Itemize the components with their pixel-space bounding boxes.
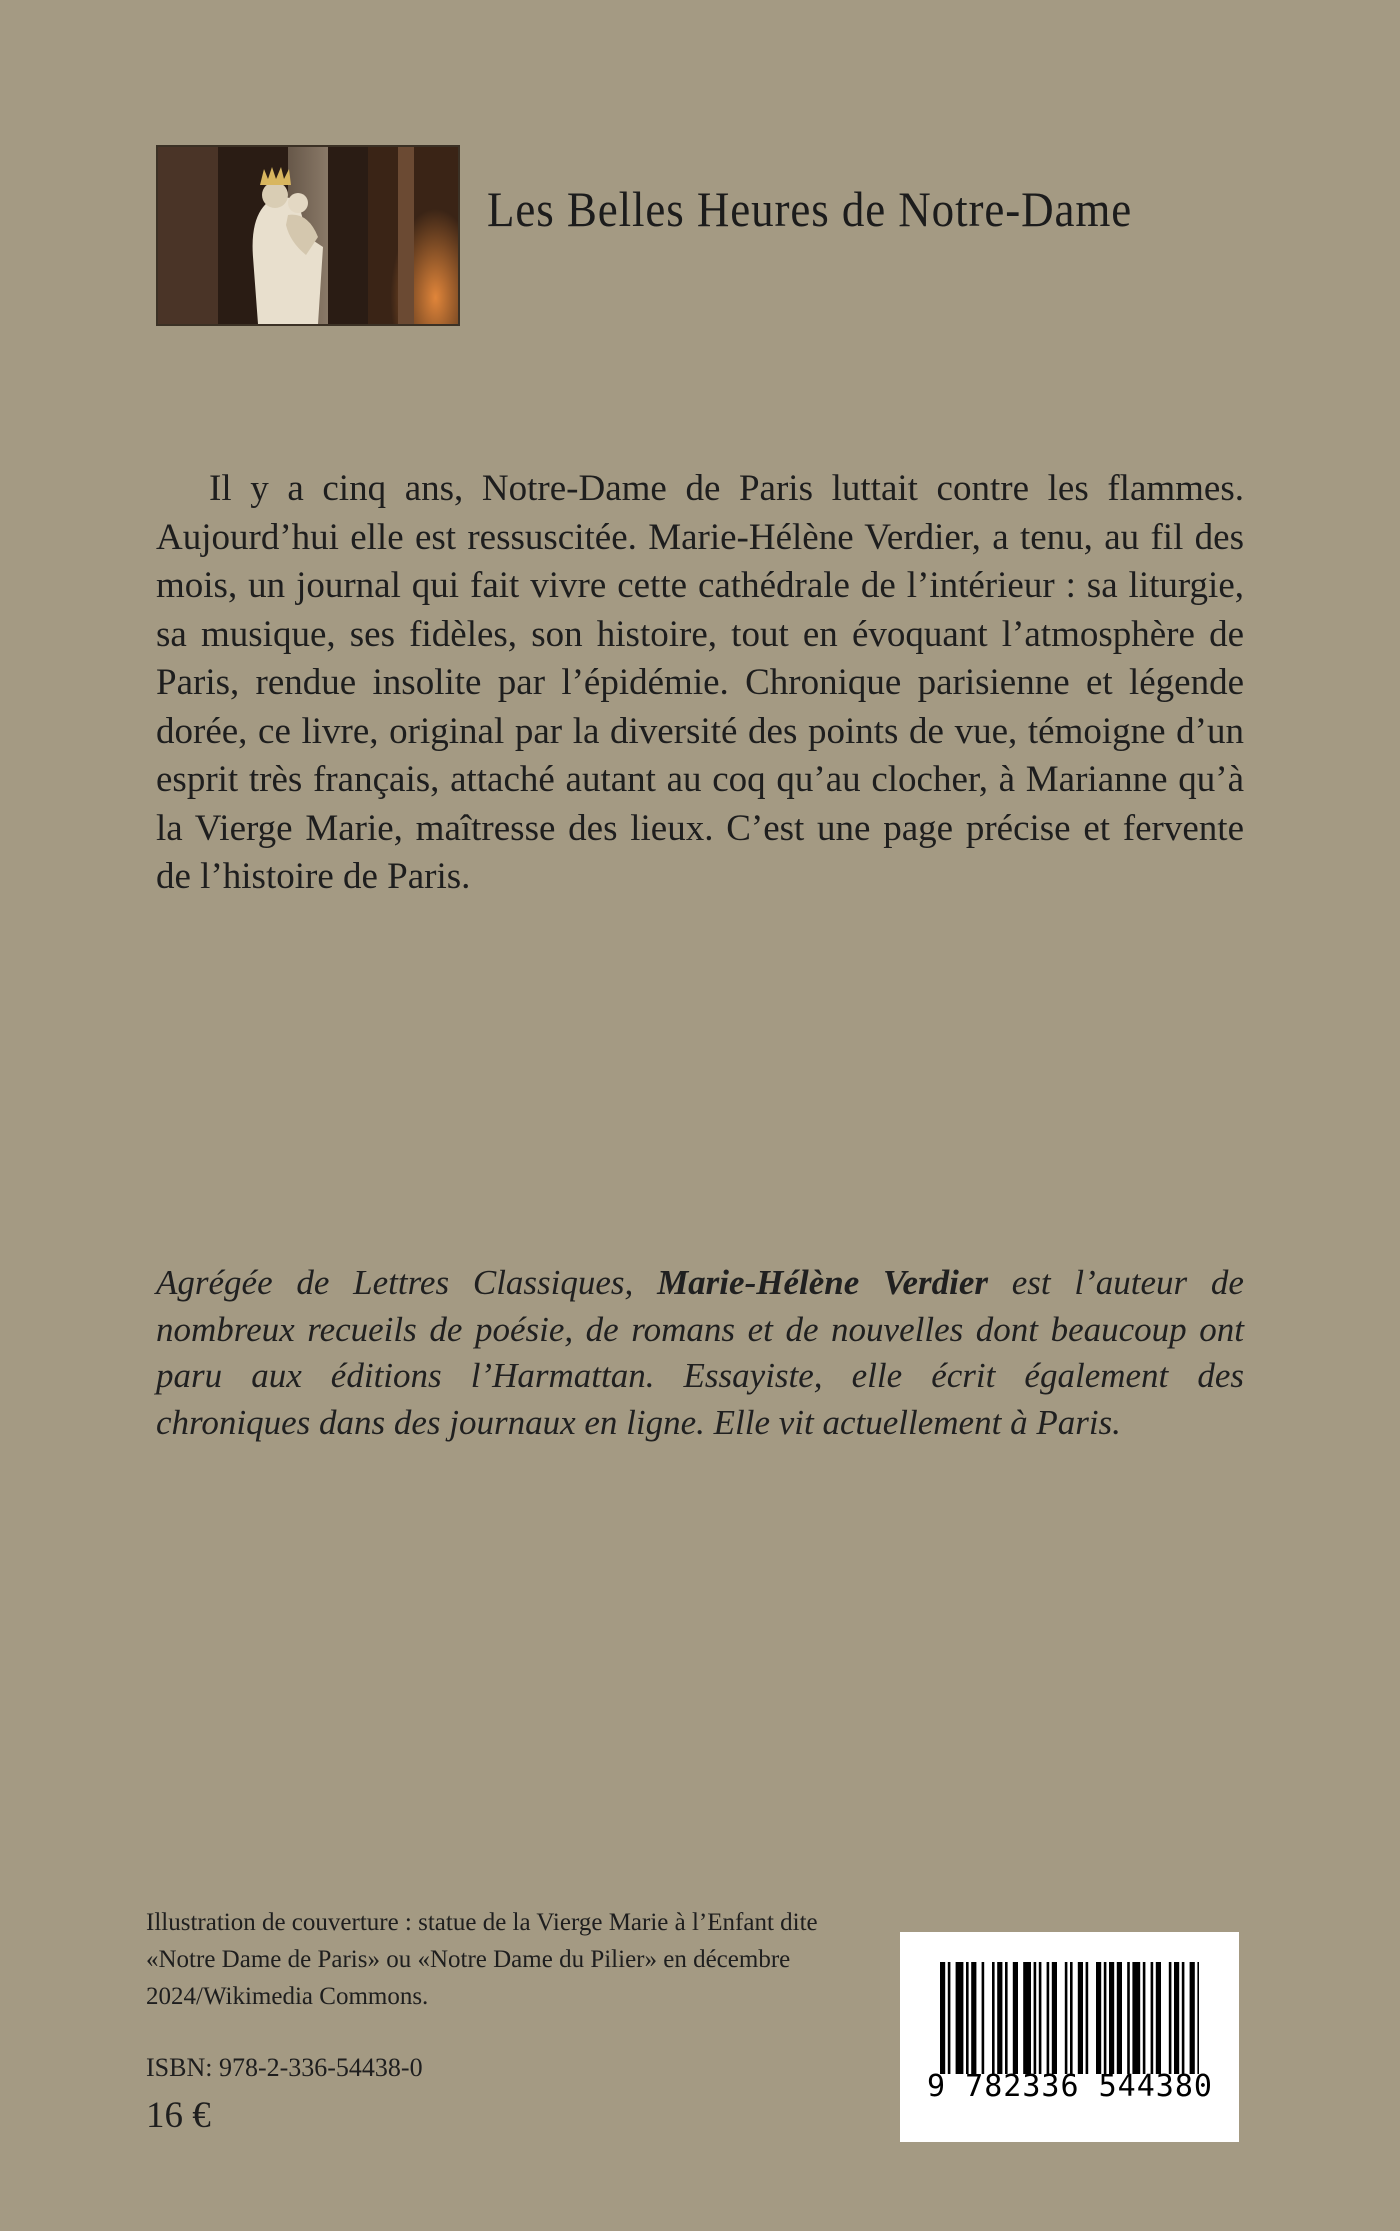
price: 16 € bbox=[146, 2095, 211, 2136]
illustration-credit: Illustration de couverture : statue de la Vierge Marie à l’Enfant dite «Notre Dame de Paris» ou «Notre Dame du Pilier» en décembre 2024/Wikimedia Commons. bbox=[146, 1909, 818, 2010]
barcode-bar bbox=[1070, 1962, 1073, 2074]
barcode-bar bbox=[1156, 1962, 1161, 2074]
barcode-bar bbox=[1039, 1962, 1042, 2074]
author-bio-text: est l’auteur de nombreux recueils de poésie, de romans et de nouvelles dont beaucoup ont paru aux éditions l’Harmattan. Essayiste, elle écrit également des chroniques dans des journaux en ligne. Elle vit actuellement à Paris. bbox=[156, 1263, 1244, 1442]
barcode-bar bbox=[940, 1962, 945, 2074]
barcode-digits: 9 782336 544380 bbox=[927, 2069, 1213, 2104]
barcode-bar bbox=[1109, 1962, 1114, 2074]
author-bio bbox=[156, 1260, 1244, 1446]
barcode bbox=[900, 1932, 1239, 2142]
barcode-bar bbox=[1197, 1962, 1199, 2074]
barcode-bar bbox=[1013, 1962, 1018, 2074]
book-title: Les Belles Heures de Notre-Dame bbox=[487, 181, 1133, 237]
barcode-bar bbox=[1065, 1962, 1068, 2074]
back-cover-blurb: Il y a cinq ans, Notre-Dame de Paris luttait contre les flammes. Aujourd’hui elle est ressuscitée. Marie-Hélène Verdier, a tenu, au fil des mois, un journal qui fait vivre cette cathédrale de l’intérieur : sa liturgie, sa musique, ses fidèles, son histoire, tout en évoquant l’atmosphère de Paris, rendue insolite par l’épidémie. Chronique parisienne et légende dorée, ce livre, original par la diversité des points de vue, témoigne d’un esprit très français, attaché autant au coq qu’au clocher, à Marianne qu’à la Vierge Marie, maîtresse des lieux. C’est une page précise et fervente de l’histoire de Paris. bbox=[156, 468, 1244, 897]
barcode-bar bbox=[1190, 1962, 1195, 2074]
isbn: ISBN: 978-2-336-54438-0 bbox=[146, 2053, 423, 2082]
barcode-bar bbox=[1086, 1962, 1089, 2074]
barcode-bar bbox=[992, 1962, 995, 2074]
author-name: Marie-Hélène Verdier bbox=[657, 1263, 988, 1302]
barcode-bar bbox=[1151, 1962, 1154, 2074]
barcode-bar bbox=[956, 1962, 964, 2074]
barcode-bar bbox=[1005, 1962, 1008, 2074]
barcode-bar bbox=[1169, 1962, 1172, 2074]
barcode-bar bbox=[1132, 1962, 1140, 2074]
barcode-bar bbox=[1023, 1962, 1031, 2074]
barcode-bar bbox=[1143, 1962, 1146, 2074]
barcode-bar bbox=[1127, 1962, 1130, 2074]
ean13-barcode-icon bbox=[940, 1962, 1199, 2074]
barcode-bar bbox=[1174, 1962, 1179, 2074]
barcode-bar bbox=[1047, 1962, 1050, 2074]
barcode-bar bbox=[1052, 1962, 1057, 2074]
author-bio-intro: Agrégée de Lettres Classiques, bbox=[156, 1263, 658, 1302]
barcode-bar bbox=[1034, 1962, 1037, 2074]
barcode-bar bbox=[982, 1962, 985, 2074]
barcode-bar bbox=[948, 1962, 951, 2074]
barcode-bar bbox=[1117, 1962, 1122, 2074]
barcode-bar bbox=[971, 1962, 976, 2074]
barcode-bar bbox=[966, 1962, 969, 2074]
barcode-bar bbox=[997, 1962, 1002, 2074]
barcode-bar bbox=[1078, 1962, 1083, 2074]
virgin-and-child-statue-icon bbox=[158, 147, 458, 324]
barcode-bar bbox=[1182, 1962, 1185, 2074]
barcode-bar bbox=[1104, 1962, 1107, 2074]
cover-illustration bbox=[156, 145, 460, 326]
barcode-bar bbox=[1096, 1962, 1101, 2074]
